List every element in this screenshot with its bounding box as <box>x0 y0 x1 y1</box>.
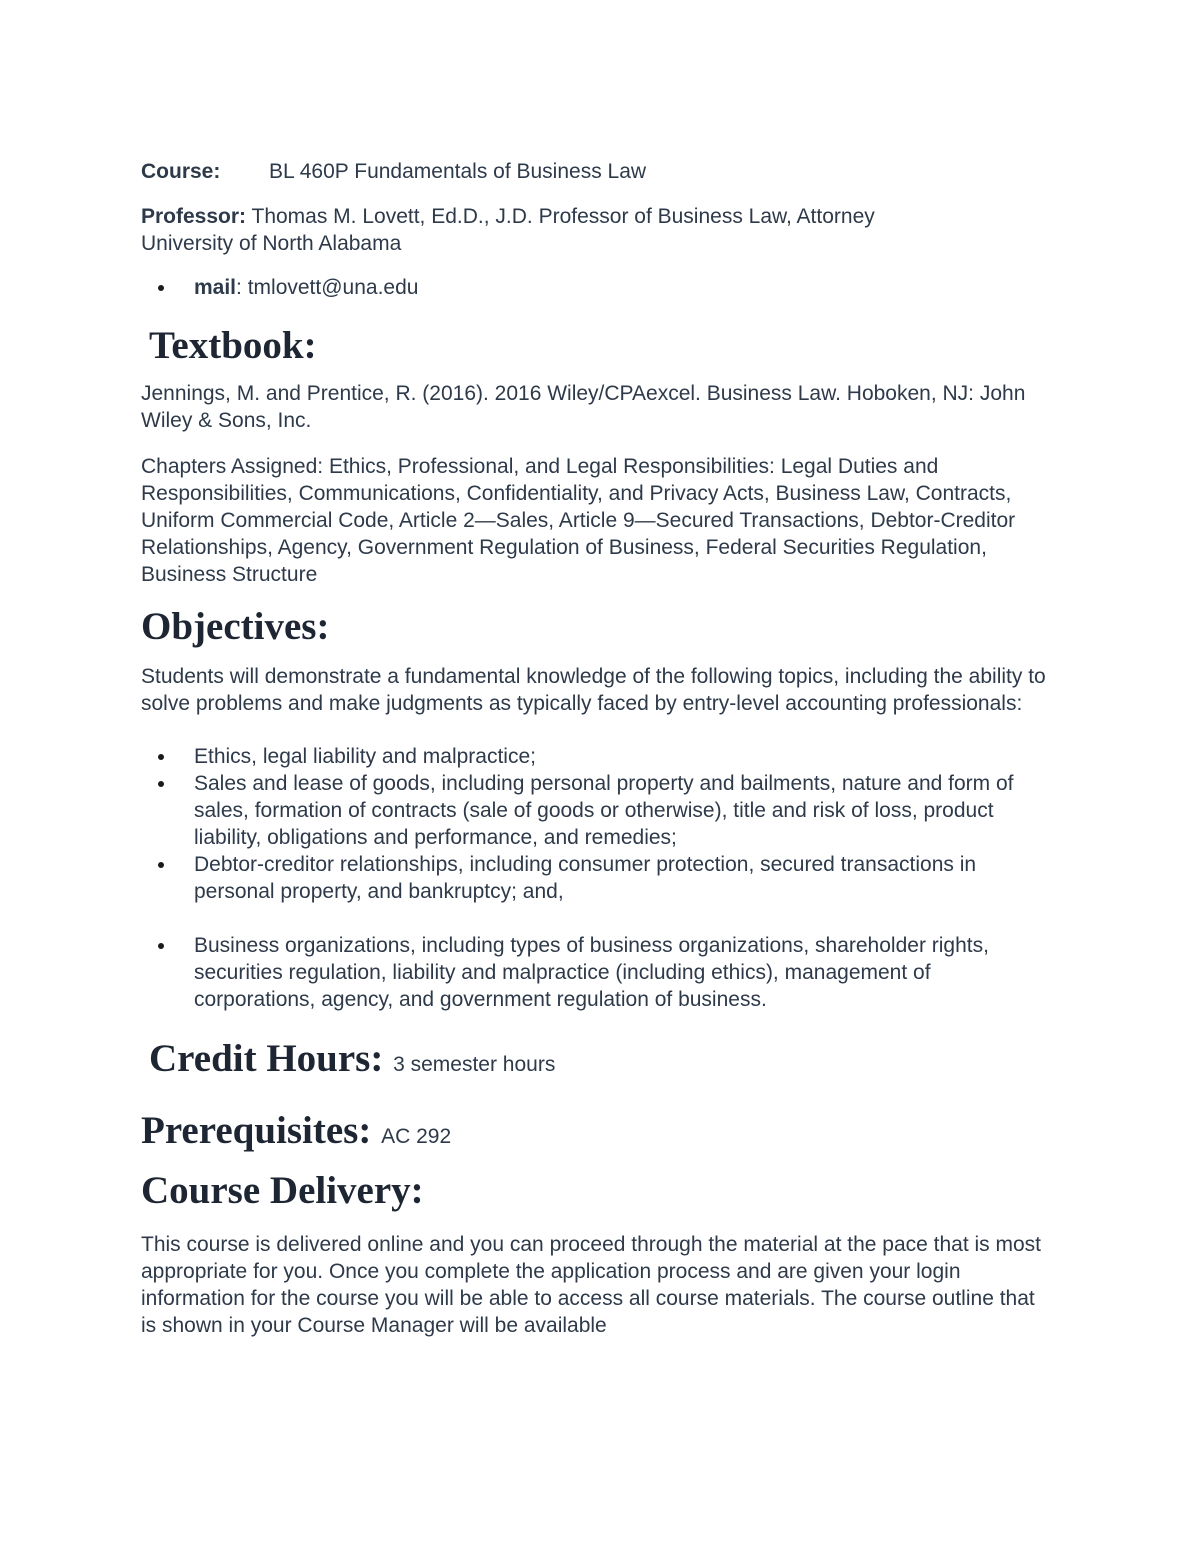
chapters-assigned: Chapters Assigned: Ethics, Professional, and Legal Responsibilities: Legal Duties and Responsibilities, Communications, Confidentiality, and Privacy Acts, Business Law, Contracts, Uniform Commercial Code, Article 2—Sales, Article 9—Secured Transactions, Debtor-Creditor Relationships, Agency, Government Regulation of Business, Federal Securities Regulation, Business Structure <box>141 455 1016 586</box>
objective-item <box>141 851 1051 905</box>
prerequisites-heading <box>141 1109 1051 1159</box>
professor-affiliation: University of North Alabama <box>141 232 402 255</box>
course-line <box>141 158 1051 186</box>
course-delivery-text: This course is delivered online and you can proceed through the material at the pace that is most appropriate for you. Once you complete the application process and are given your login information for the course you will be able to access all course materials. The course outline that is shown in your Course Manager will be available <box>141 1233 1042 1337</box>
bullet-icon <box>158 754 164 760</box>
professor-block <box>141 203 1051 257</box>
course-title: BL 460P Fundamentals of Business Law <box>269 160 647 183</box>
prerequisites-value: AC 292 <box>381 1125 452 1148</box>
course-delivery-heading: Course Delivery: <box>141 1169 424 1212</box>
textbook-heading: Textbook: <box>149 324 317 367</box>
professor-label: Professor: <box>141 205 247 228</box>
objective-text: Sales and lease of goods, including personal property and bailments, nature and form of sales, formation of contracts (sale of goods or otherwise), title and risk of loss, product liability, obligations and performance, and remedies; <box>194 772 1014 849</box>
bullet-icon <box>158 943 164 949</box>
objectives-heading: Objectives: <box>141 605 330 648</box>
credit-hours-heading <box>141 1037 1051 1087</box>
contact-list <box>141 274 1051 301</box>
bullet-icon <box>158 285 164 291</box>
mail-label: mail <box>194 276 237 299</box>
objective-item <box>141 932 1051 1013</box>
credit-hours-label: Credit Hours: <box>149 1037 384 1080</box>
syllabus-page <box>141 158 1051 1339</box>
objective-text: Ethics, legal liability and malpractice; <box>194 745 536 768</box>
bullet-icon <box>158 781 164 787</box>
textbook-citation: Jennings, M. and Prentice, R. (2016). 2016 Wiley/CPAexcel. Business Law. Hoboken, NJ: John Wiley & Sons, Inc. <box>141 382 1026 432</box>
credit-hours-value: 3 semester hours <box>393 1053 556 1076</box>
course-label: Course: <box>141 160 221 183</box>
contact-mail-item <box>141 274 1051 301</box>
mail-address[interactable]: : tmlovett@una.edu <box>236 276 419 299</box>
objective-text: Business organizations, including types of business organizations, shareholder rights, securities regulation, liability and malpractice (including ethics), management of corporations, agency, and government regulation of business. <box>194 934 989 1011</box>
objective-item <box>141 770 1051 851</box>
professor-line <box>141 203 1051 230</box>
objectives-list <box>141 743 1051 1013</box>
prerequisites-label: Prerequisites: <box>141 1109 372 1152</box>
objective-item <box>141 743 1051 770</box>
objective-text: Debtor-creditor relationships, including consumer protection, secured transactions in personal property, and bankruptcy; and, <box>194 853 977 903</box>
professor-name: Thomas M. Lovett, Ed.D., J.D. Professor of Business Law, Attorney <box>246 205 875 228</box>
objectives-intro: Students will demonstrate a fundamental knowledge of the following topics, including the ability to solve problems and make judgments as typically faced by entry-level accounting professionals: <box>141 665 1046 715</box>
bullet-icon <box>158 862 164 868</box>
